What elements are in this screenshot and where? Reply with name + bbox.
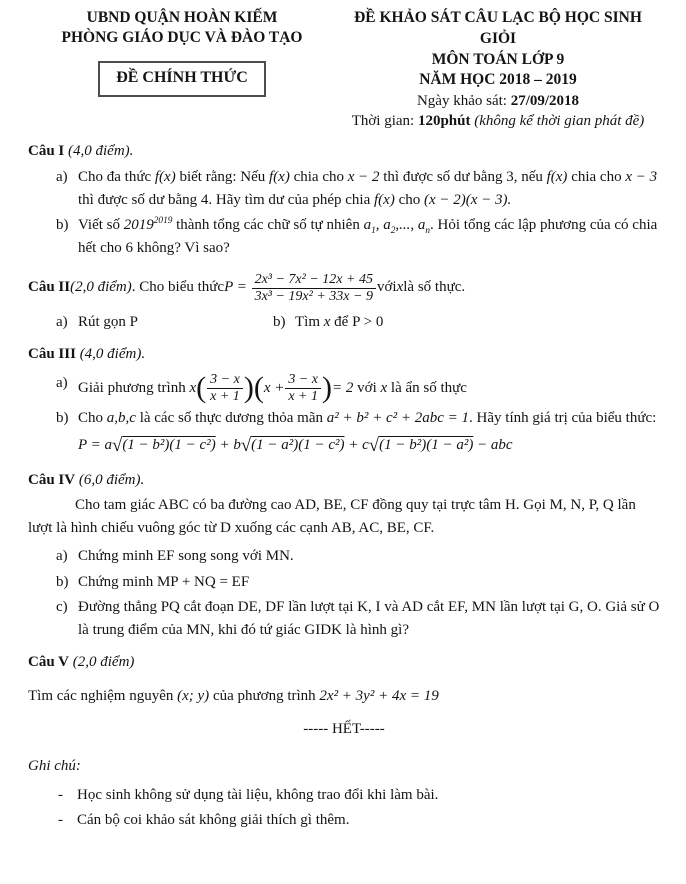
q1-points: (4,0 điểm).: [64, 143, 134, 160]
q2-item-b-text: [295, 311, 383, 334]
math-var: , a: [375, 217, 391, 233]
text: để P > 0: [330, 313, 384, 330]
q3-title-line: [28, 343, 660, 366]
text: là các số thực dương thỏa mãn: [135, 410, 327, 427]
math-fx: f(x): [154, 168, 176, 185]
text: cho: [394, 191, 425, 208]
section-cau-5: [28, 651, 660, 708]
authority-line-2: PHÒNG GIÁO DỤC VÀ ĐÀO TẠO: [61, 29, 303, 47]
dash-marker: -: [58, 811, 63, 828]
notes-title: Ghi chú:: [28, 758, 81, 775]
text: biết rằng: Nếu: [175, 168, 270, 185]
text: Cho đa thức: [78, 168, 155, 185]
item-marker: a): [56, 313, 68, 330]
math-eq: = 2: [332, 380, 354, 397]
text: thì được số dư bằng 3, nếu: [379, 168, 547, 185]
text: . Cho biểu thức: [131, 279, 225, 296]
survey-date-value: 27/09/2018: [510, 93, 580, 110]
item-marker: c): [56, 598, 68, 615]
item-marker: a): [56, 375, 68, 392]
fraction-denominator: 3x³ − 19x² + 33x − 9: [254, 288, 373, 304]
item-marker: b): [273, 313, 286, 330]
end-marker: ----- HẾT-----: [303, 720, 385, 737]
math-sqrt: [368, 434, 474, 456]
radicand: (1 − b²)(1 − a²): [379, 436, 474, 453]
survey-date-label: Ngày khảo sát:: [416, 93, 511, 110]
math-lhs: P =: [224, 279, 247, 296]
radical-sign: √: [240, 434, 252, 456]
math-fraction: [284, 372, 322, 405]
q2-item-a: [56, 311, 273, 334]
exam-title: ĐỀ KHẢO SÁT CÂU LẠC BỘ HỌC SINH GIỎI: [354, 9, 642, 47]
dash-marker: -: [58, 787, 63, 804]
math-vars: a,b,c: [106, 410, 136, 427]
q4-points: (6,0 điểm).: [75, 471, 145, 488]
q2-item-b: [273, 311, 660, 334]
math-fx: f(x): [269, 168, 290, 185]
item-marker: b): [56, 410, 69, 427]
math-term: x +: [263, 380, 285, 397]
math-fraction: [206, 372, 244, 405]
q4-intro-paragraph: Cho tam giác ABC có ba đường cao AD, BE, CF đồng quy tại trực tâm H. Gọi M, N, P, Q lần lượt là hình chiếu vuông góc từ D xuống các cạnh AB, AC, BE, CF.: [28, 496, 636, 537]
math-base: 2019: [123, 217, 154, 233]
math-sequence: [363, 217, 431, 236]
math-power: [124, 217, 173, 233]
math-sub: n: [425, 226, 431, 236]
q5-title: Câu V: [28, 654, 69, 671]
q4-item-c: [56, 596, 660, 643]
q1-item-b-text: [78, 214, 660, 261]
math-condition: a² + b² + c² + 2abc = 1: [326, 410, 470, 427]
official-exam-stamp: ĐỀ CHÍNH THỨC: [98, 61, 266, 97]
q2-title-line: [28, 272, 660, 305]
q2-points: (2,0 điểm): [70, 279, 132, 296]
q4-item-b: [56, 571, 660, 594]
section-cau-4: [28, 469, 660, 643]
text: Viết số: [78, 217, 124, 233]
section-cau-3: [28, 343, 660, 460]
q4-items: [28, 545, 660, 642]
q1-items: [28, 166, 660, 261]
math-term: + b: [215, 436, 241, 453]
q3-points: (4,0 điểm).: [75, 345, 146, 362]
text: là số thực.: [403, 279, 466, 296]
q2-items-row: [28, 311, 660, 334]
text: chia cho: [289, 168, 348, 185]
math-term: − abc: [473, 436, 513, 453]
item-marker: a): [56, 168, 68, 185]
note-item: [28, 809, 660, 832]
radical-sign: √: [112, 434, 123, 456]
radicand: (1 − b²)(1 − c²): [122, 436, 216, 453]
q2-item-a-text: Rút gọn P: [78, 313, 139, 330]
math-var: a: [363, 217, 372, 233]
math-sqrt: [112, 434, 216, 456]
math-fx: f(x): [374, 191, 395, 208]
text: . Hỏi tổng các lập phương của có chia hết cho 6 không? Vì sao?: [78, 217, 658, 257]
math-term: P = a: [78, 436, 113, 453]
q1-item-a-text: [78, 166, 660, 213]
item-marker: b): [56, 573, 69, 590]
text: là ẩn số thực: [387, 380, 467, 397]
math-sqrt: [240, 434, 345, 456]
text: của phương trình: [209, 687, 320, 704]
text: Cho: [78, 410, 107, 427]
fraction-numerator: 3 − x: [285, 372, 321, 389]
q1-title: Câu I: [28, 143, 65, 160]
school-year: NĂM HỌC 2018 – 2019: [419, 71, 577, 89]
q4-item-a-text: Chứng minh EF song song với MN.: [78, 548, 294, 565]
q3-item-b: [56, 407, 660, 459]
q4-title: Câu IV: [28, 471, 76, 488]
q3-items: [28, 372, 660, 460]
fraction-denominator: x + 1: [210, 389, 240, 405]
q1-item-a: [56, 166, 660, 213]
notes-list: [28, 784, 660, 832]
official-stamp-wrap: [28, 61, 336, 97]
text: Giải phương trình: [78, 380, 190, 397]
close-paren: ): [243, 370, 254, 404]
survey-date-line: [336, 91, 660, 111]
open-paren: (: [253, 370, 264, 404]
document-header: [28, 8, 660, 131]
issuing-authority-block: [28, 8, 336, 131]
math-sub: 1: [371, 226, 376, 236]
note-text: Cán bộ coi khảo sát không giải thích gì thêm.: [77, 811, 350, 828]
math-term: + c: [344, 436, 369, 453]
open-paren: (: [196, 370, 207, 404]
item-marker: a): [56, 548, 68, 565]
exam-title-block: [336, 8, 660, 131]
math-fx: f(x): [546, 168, 568, 185]
duration-line: [336, 111, 660, 131]
q3-formula: [78, 431, 660, 460]
math-var: x: [396, 279, 404, 296]
q3-item-a-text: [78, 372, 660, 405]
text: thì được số dư bằng 4. Hãy tìm dư của phép chia: [78, 191, 375, 208]
fraction-numerator: 3 − x: [207, 372, 243, 389]
q3-item-a: [56, 372, 660, 405]
text: . Hãy tính giá trị của biểu thức:: [469, 410, 657, 427]
q4-title-line: [28, 469, 660, 492]
text: chia cho: [567, 168, 626, 185]
q4-item-b-text: Chứng minh MP + NQ = EF: [78, 573, 250, 590]
math-sub: 2: [390, 226, 396, 236]
q3-item-b-text: [78, 407, 660, 459]
q1-title-line: [28, 140, 660, 163]
section-cau-1: [28, 140, 660, 260]
text: với: [353, 380, 381, 397]
q4-item-c-text: Đường thẳng PQ cắt đoạn DE, DF lần lượt tại K, I và AD cắt EF, MN lần lượt tại G, O. Giả sử O là trung điểm của MN, khi đó tứ giác GIDK là hình gì?: [78, 598, 660, 639]
duration-note: (không kể thời gian phát đề): [474, 113, 645, 130]
math-var: x: [323, 313, 331, 330]
q1-item-b: [56, 214, 660, 261]
math-equation: 2x² + 3y² + 4x = 19: [319, 687, 439, 704]
radicand: (1 − a²)(1 − c²): [251, 436, 345, 453]
q5-points: (2,0 điểm): [69, 654, 135, 671]
close-paren: ): [322, 370, 333, 404]
section-cau-2: [28, 272, 660, 334]
math-var: x: [380, 380, 388, 397]
duration-value: 120phút: [417, 113, 475, 130]
q4-item-a: [56, 545, 660, 568]
fraction-denominator: x + 1: [288, 389, 319, 405]
q3-title: Câu III: [28, 345, 76, 362]
note-item: [28, 784, 660, 807]
text: với: [376, 279, 397, 296]
radical-sign: √: [368, 434, 380, 456]
item-marker: b): [56, 217, 69, 233]
q2-title: Câu II: [28, 279, 71, 296]
text: Tìm các nghiệm nguyên: [28, 687, 178, 704]
fraction-numerator: 2x³ − 7x² − 12x + 45: [252, 272, 376, 289]
math-expr: (x − 2)(x − 3).: [424, 191, 512, 208]
exam-subject: MÔN TOÁN LỚP 9: [431, 50, 565, 68]
math-var: x: [189, 380, 197, 397]
math-expr: x − 2: [347, 168, 380, 185]
text: thành tổng các chữ số tự nhiên: [172, 217, 364, 233]
math-fraction: [251, 272, 377, 305]
math-expr: x − 3: [625, 168, 658, 185]
math-pair: (x; y): [177, 687, 210, 704]
text: Tìm: [295, 313, 324, 330]
duration-label: Thời gian:: [351, 113, 418, 130]
q5-title-line: [28, 651, 660, 674]
q5-body: [28, 685, 660, 708]
authority-line-1: UBND QUẬN HOÀN KIẾM: [86, 9, 278, 26]
note-text: Học sinh không sử dụng tài liệu, không trao đổi khi làm bài.: [77, 787, 439, 804]
math-exponent: 2019: [153, 216, 173, 226]
math-var: ,..., a: [395, 217, 426, 233]
